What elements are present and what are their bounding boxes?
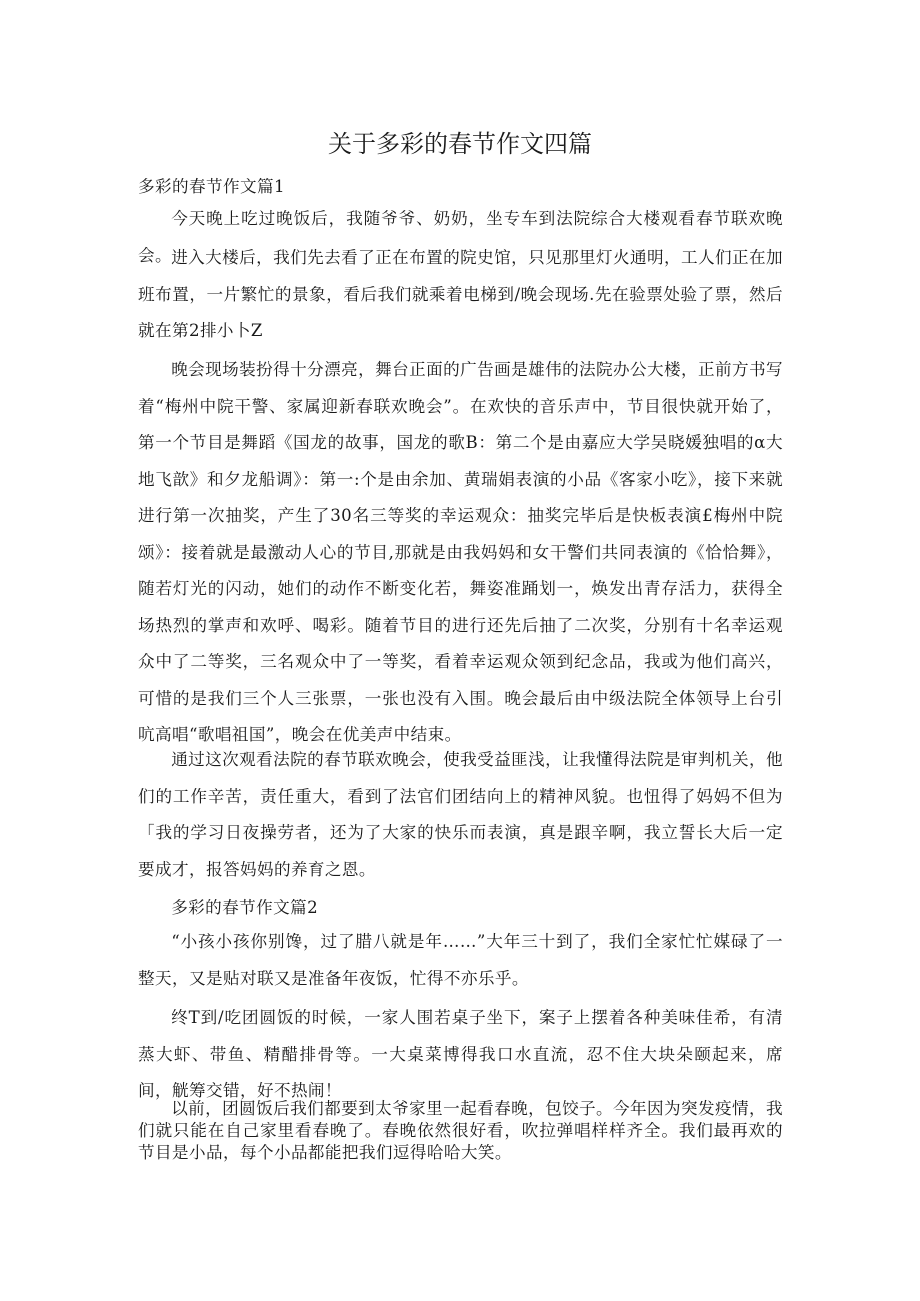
section-2-paragraph-1: “小孩小孩你别馋，过了腊八就是年……”大年三十到了，我们全家忙忙媒碌了一整天，又是贴对联又是准备年夜饭，忙得不亦乐乎。 <box>138 932 783 988</box>
section-2-paragraph-3: 以前，团圆饭后我们都要到太爷家里一起看春晚，包饺子。今年因为突发疫情，我们就只能在自己家里看春晚了。春晚依然很好看，吹拉弹唱样样齐全。我们最再欢的节目是小品，每个小品都能把我们逗得哈哈大笑。 <box>138 1099 783 1162</box>
section-1-heading: 多彩的春节作文篇1 <box>138 177 285 196</box>
section-2-heading: 多彩的春节作文篇2 <box>171 898 319 917</box>
section-1-paragraph-3: 晚会现场装扮得十分漂亮，舞台正面的广告画是雄伟的法院办公大楼，正前方书写着“梅州中院干警、家属迎新春联欢晚会”。在欢快的音乐声中，节目很快就开始了，第一个节目是舞蹈《国龙的故事，国龙的歌B：第二个是由嘉应大学吴晓媛独唱的α大地飞歆》和夕龙船调》：第一:个是由余加、黄瑞娟表演的小品《客家小吃》，接下来就进行第一次抽奖，产生了30名三等奖的幸运观众：抽奖完毕后是快板表演£梅州中院颂》：接着就是最激动人心的节目,那就是由我妈妈和女干警们共同表演的《恰恰舞》，随若灯光的闪动，她们的动作不断变化若，舞姿准踊划一，焕发出青存活力，获得全场热烈的掌声和欢呼、喝彩。随着节目的进行还先后抽了二次奖，分别有十名幸运观众中了二等奖，三名观众中了一等奖，看着幸运观众领到纪念品，我或为他们高兴，可惜的是我们三个人三张票，一张也没有入围。晚会最后由中级法院全体领导上台引吭高唱“歌唱祖国”，晚会在优美声中结束。 <box>138 360 783 744</box>
section-2-paragraph-2: 终T到/吃团圆饭的时候，一家人围若桌子坐下，案子上摆着各种美味佳希，有清蒸大虾、带鱼、精醋排骨等。一大桌菜博得我口水直流，忍不住大块朵颐起来，席间，觥筹交错，好不热闹！ <box>138 1008 783 1100</box>
section-1-paragraph-1: 今天晚上吃过晚饭后，我随爷爷、奶奶，坐专车到法院综合大楼观看春节联欢晚会。 <box>138 209 783 265</box>
section-1-paragraph-2: 进入大楼后，我们先去看了正在布置的院史馆，只见那里灯火通明，工人们正在加班布置，一片繁忙的景象，看后我们就乘着电梯到/晚会现场.先在验票处验了票，然后就在第2排小卜Z <box>138 248 783 340</box>
section-1-paragraph-4: 通过这次观看法院的春节联欢晚会，使我受益匪浅，让我懂得法院是审判机关，他们的工作辛苦，责任重大，看到了法官们团结向上的精神风貌。也忸得了妈妈不但为「我的学习日夜操劳者，还为了大家的快乐而表演，真是跟辛啊，我立誓长大后一定要成才，报答妈妈的养育之恩。 <box>138 750 783 879</box>
document-title: 关于多彩的春节作文四篇 <box>328 130 592 158</box>
